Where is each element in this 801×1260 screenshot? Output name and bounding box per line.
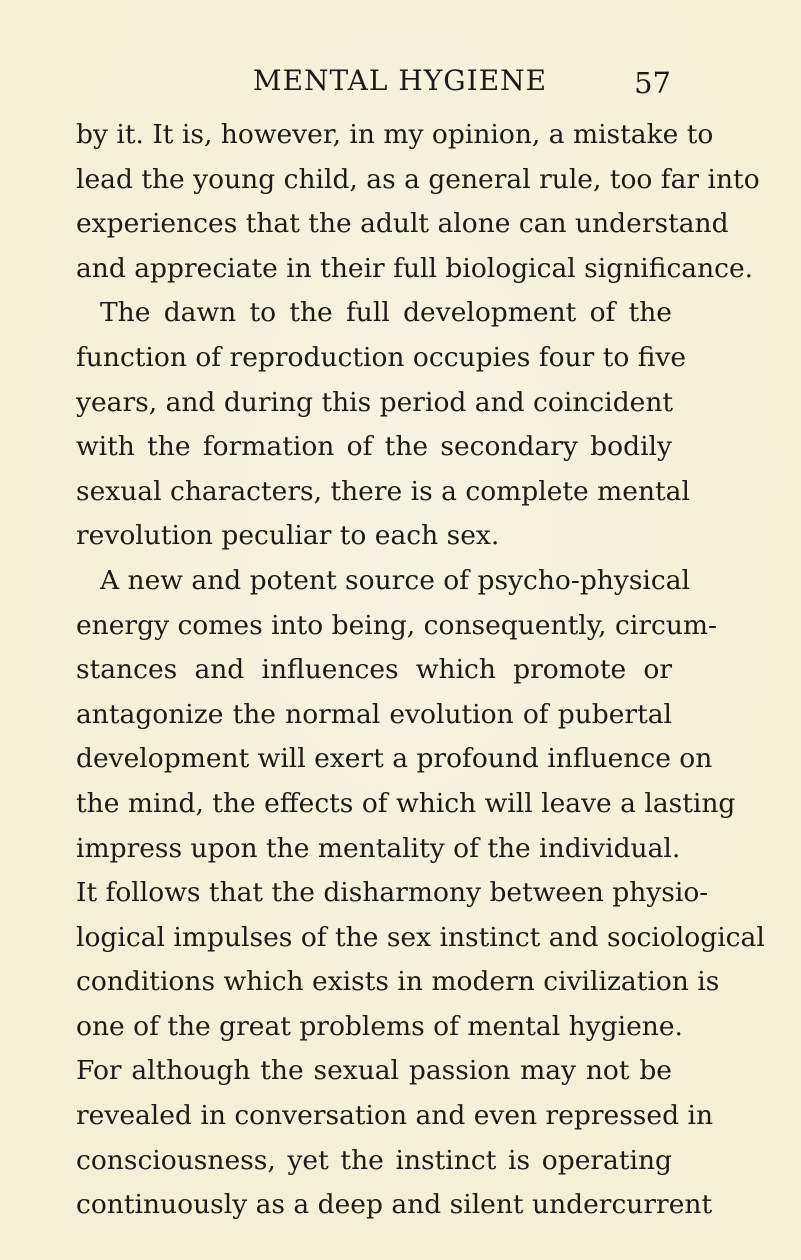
running-title: MENTAL HYGIENE [252, 64, 548, 97]
text-line: It follows that the disharmony between physio- [76, 877, 709, 909]
text-line: revolution peculiar to each sex. [76, 520, 500, 552]
text-line: function of reproduction occupies four to five [76, 341, 687, 373]
text-line: consciousness, yet the instinct is operating [76, 1144, 672, 1176]
text-line: sexual characters, there is a complete mental [76, 475, 690, 507]
text-line: and appreciate in their full biological significance. [76, 252, 754, 284]
running-header [0, 62, 801, 102]
text-line: antagonize the normal evolution of pubertal [76, 698, 672, 730]
text-line: conditions which exists in modern civilization is [76, 966, 720, 998]
text-line: For although the sexual passion may not be [76, 1055, 672, 1087]
text-line: experiences that the adult alone can understand [76, 208, 729, 240]
text-line: development will exert a profound influence on [76, 743, 713, 775]
text-line: the mind, the effects of which will leave a lasting [76, 787, 736, 819]
page-number: 57 [634, 66, 671, 100]
text-line: with the formation of the secondary bodily [76, 431, 672, 463]
body-text [76, 113, 765, 1228]
text-line: one of the great problems of mental hygiene. [76, 1010, 683, 1042]
text-line: The dawn to the full development of the [100, 297, 672, 329]
text-line: by it. It is, however, in my opinion, a mistake to [76, 119, 714, 150]
text-line: years, and during this period and coincident [76, 386, 674, 418]
text-line: logical impulses of the sex instinct and sociological [76, 921, 765, 953]
text-line: energy comes into being, consequently, circum- [76, 609, 717, 641]
text-line: A new and potent source of psycho-physical [100, 564, 691, 596]
text-line: lead the young child, as a general rule, too far into [76, 163, 760, 195]
text-line: continuously as a deep and silent undercurrent [76, 1189, 713, 1221]
text-line: impress upon the mentality of the individual. [76, 832, 681, 864]
text-line: revealed in conversation and even repressed in [76, 1100, 714, 1132]
text-line: stances and influences which promote or [76, 654, 672, 686]
